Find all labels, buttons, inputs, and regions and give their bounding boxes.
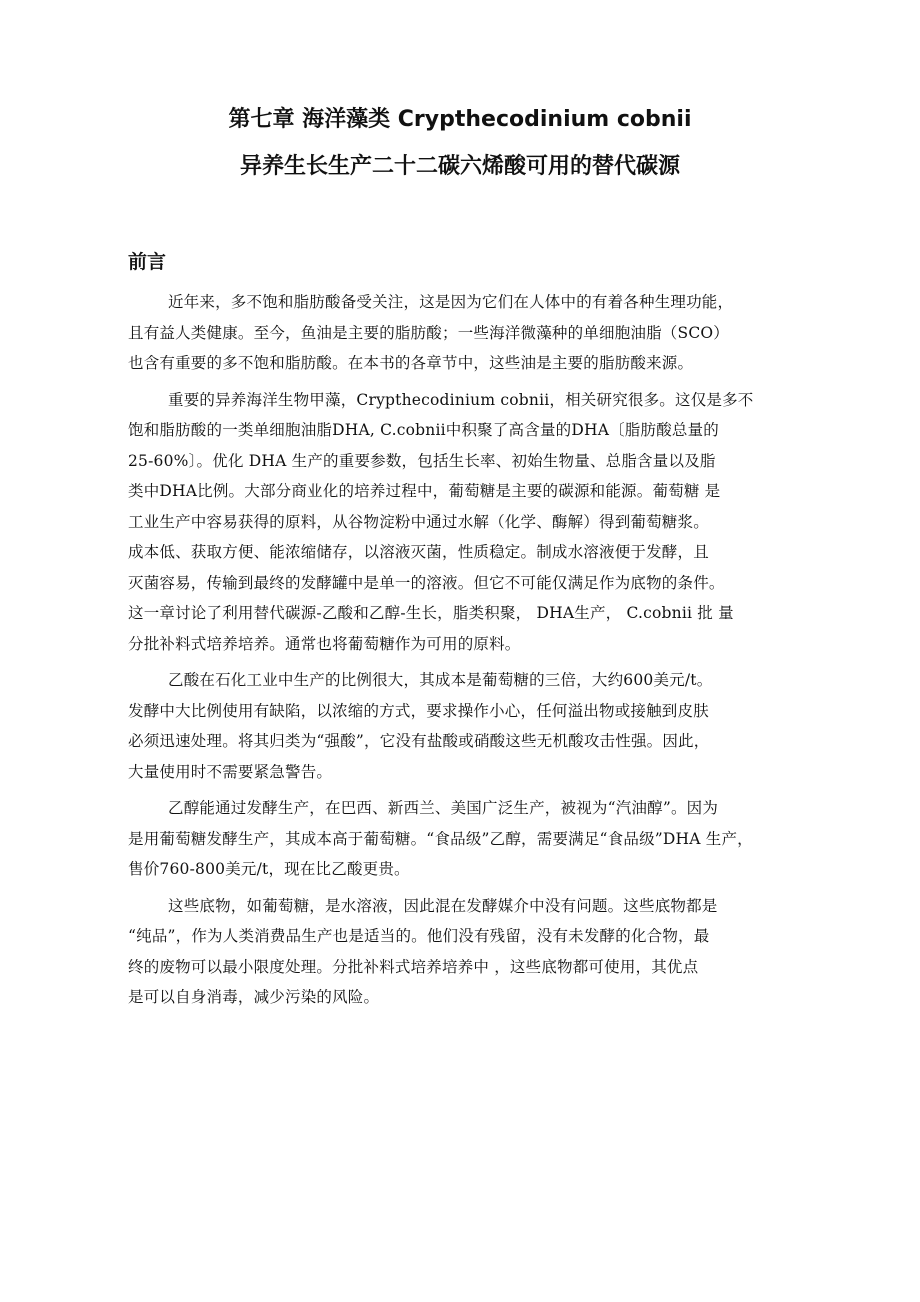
paragraph-line: 成本低、获取方便、能浓缩储存，以溶液灭菌，性质稳定。制成水溶液便于发酵，且 <box>128 543 709 561</box>
paragraph-4 <box>128 793 828 885</box>
paragraph-line: 重要的异养海洋生物甲藻，Crypthecodinium cobnii，相关研究很多。这仅是多不 <box>168 390 754 409</box>
paragraph-line: 且有益人类健康。至今，鱼油是主要的脂肪酸；一些海洋微藻种的单细胞油脂（SCO） <box>128 323 729 342</box>
paragraph-line: 必须迅速处理。将其归类为“强酸”，它没有盐酸或硝酸这些无机酸攻击性强。因此， <box>128 732 710 750</box>
paragraph-line: “纯品”，作为人类消费品生产也是适当的。他们没有残留，没有未发酵的化合物，最 <box>128 927 710 945</box>
paragraph-line: 分批补料式培养培养。通常也将葡萄糖作为可用的原料。 <box>128 634 521 653</box>
chapter-title <box>0 100 920 187</box>
paragraph-line: 工业生产中容易获得的原料，从谷物淀粉中通过水解（化学、酶解）得到葡萄糖浆。 <box>128 512 709 531</box>
paragraph-line: 这些底物，如葡萄糖，是水溶液，因此混在发酵媒介中没有问题。这些底物都是 <box>168 896 718 915</box>
paragraph-line: 发酵中大比例使用有缺陷，以浓缩的方式，要求操作小心，任何溢出物或接触到皮肤 <box>128 701 709 720</box>
paragraph-line: 大量使用时不需要紧急警告。 <box>128 762 333 781</box>
paragraph-line: 终的废物可以最小限度处理。分批补料式培养培养中 ，这些底物都可使用，其优点 <box>128 957 699 976</box>
paragraph-1 <box>128 287 828 379</box>
paragraph-line: 饱和脂肪酸的一类单细胞油脂DHA, C.cobnii中积聚了高含量的DHA〔脂肪酸总量的 <box>128 421 719 439</box>
paragraph-line: 乙醇能通过发酵生产，在巴西、新西兰、美国广泛生产，被视为“汽油醇”。因为 <box>168 799 719 817</box>
paragraph-line: 这一章讨论了利用替代碳源-乙酸和乙醇-生长，脂类积聚， DHA生产， C.cobnii 批 量 <box>128 604 734 622</box>
paragraph-line: 灭菌容易，传输到最终的发酵罐中是单一的溶液。但它不可能仅满足作为底物的条件。 <box>128 573 725 592</box>
paragraph-line: 乙酸在石化工业中生产的比例很大，其成本是葡萄糖的三倍，大约600美元/t。 <box>168 671 713 689</box>
paragraph-line: 是可以自身消毒，减少污染的风险。 <box>128 988 380 1006</box>
paragraph-line: 25-60%〕。优化 DHA 生产的重要参数，包括生长率、初始生物量、总脂含量以及脂 <box>128 451 716 470</box>
paragraph-line: 也含有重要的多不饱和脂肪酸。在本书的各章节中，这些油是主要的脂肪酸来源。 <box>128 354 694 372</box>
paragraph-line: 售价760-800美元/t，现在比乙酸更贵。 <box>128 860 410 878</box>
paragraph-3 <box>128 665 828 787</box>
chapter-title-line-1: 第七章 海洋藻类 Crypthecodinium cobnii <box>228 107 692 132</box>
paragraph-line: 近年来，多不饱和脂肪酸备受关注，这是因为它们在人体中的有着各种生理功能， <box>168 293 734 311</box>
body-text <box>128 287 828 1019</box>
paragraph-line: 类中DHA比例。大部分商业化的培养过程中，葡萄糖是主要的碳源和能源。葡萄糖 是 <box>128 482 721 500</box>
paragraph-5 <box>128 891 828 1013</box>
chapter-title-line-2: 异养生长生产二十二碳六烯酸可用的替代碳源 <box>239 154 680 179</box>
section-heading: 前言 <box>128 251 167 273</box>
paragraph-2 <box>128 385 828 660</box>
paragraph-line: 是用葡萄糖发酵生产，其成本高于葡萄糖。“食品级”乙醇，需要满足“食品级”DHA 生产， <box>128 829 753 848</box>
